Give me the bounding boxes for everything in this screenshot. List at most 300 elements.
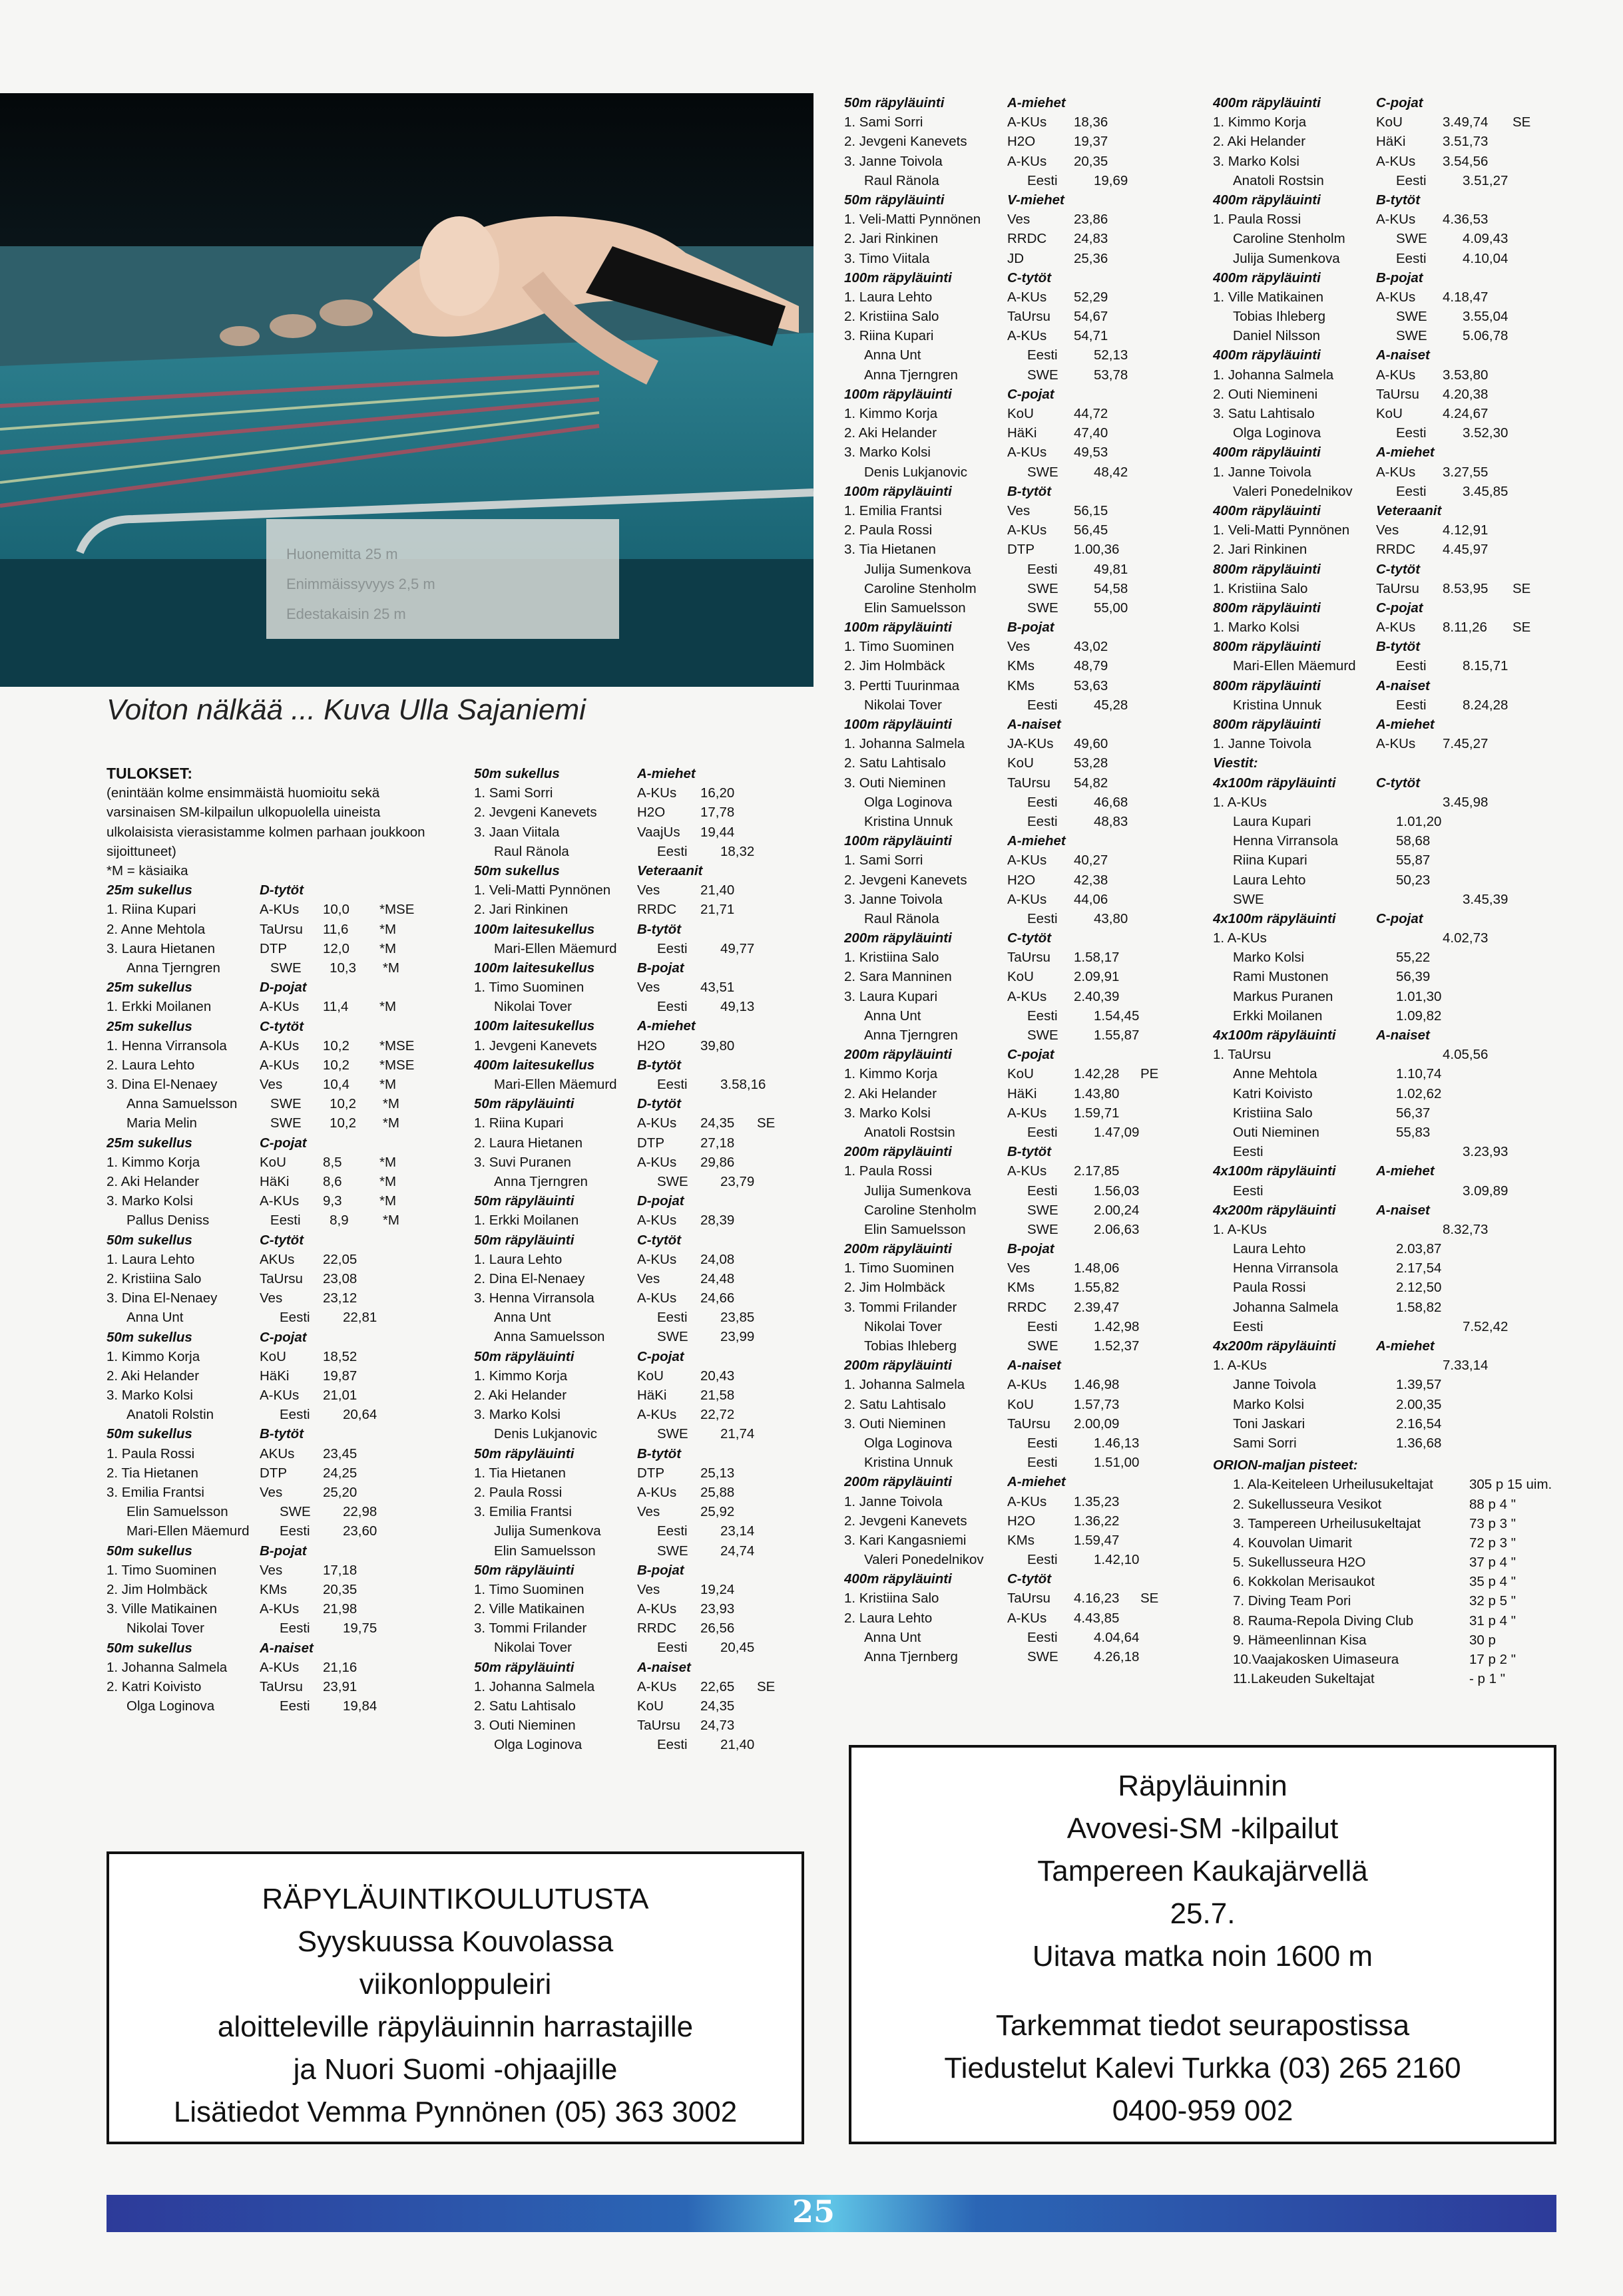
competitor: 1. Riina Kupari — [107, 902, 196, 918]
club: Ves — [260, 1485, 283, 1501]
event-class: B-pojat — [637, 1562, 684, 1578]
result-time: 25,88 — [700, 1484, 735, 1500]
event-name: 50m sukellus — [474, 862, 560, 878]
event-name: 800m räpyläuinti — [1213, 639, 1321, 655]
event-header — [474, 1231, 807, 1250]
competitor: 1. TaUrsu — [1213, 1047, 1272, 1063]
record-mark: SE — [757, 1115, 776, 1131]
club: Eesti — [657, 1523, 688, 1539]
result-time: 8.32,73 — [1443, 1221, 1489, 1237]
club: KoU — [637, 1698, 664, 1714]
result-row — [1213, 1239, 1559, 1258]
result-time: 7.33,14 — [1443, 1358, 1489, 1374]
result-time: 21,74 — [720, 1426, 755, 1442]
result-time: 19,75 — [343, 1621, 377, 1636]
result-row — [474, 783, 807, 803]
club: A-KUs — [637, 1251, 677, 1267]
result-time: 4.12,91 — [1443, 522, 1489, 538]
result-time: 2.00,24 — [1094, 1202, 1140, 1218]
event-class: C-tytöt — [1007, 930, 1052, 946]
result-time: 49,60 — [1074, 736, 1108, 752]
club: 2.12,50 — [1396, 1280, 1442, 1296]
club: Eesti — [280, 1310, 310, 1326]
competitor: Valeri Ponedelnikov — [864, 1552, 984, 1568]
result-row — [474, 1424, 807, 1443]
result-row — [1213, 1123, 1559, 1142]
ad-line: Tampereen Kaukajärvellä — [1037, 1855, 1368, 1887]
event-name: 200m räpyläuinti — [844, 1358, 952, 1374]
club: A-KUs — [1007, 853, 1047, 868]
orion-club: 5. Sukellusseura H2O — [1233, 1555, 1366, 1571]
competitor: 3. Suvi Puranen — [474, 1154, 571, 1170]
result-time: 4.36,53 — [1443, 212, 1489, 228]
competitor: Anna Tjerngren — [864, 1028, 958, 1043]
result-time: 12,0 — [323, 940, 349, 956]
result-time: 2.17,85 — [1074, 1163, 1120, 1179]
result-row — [107, 1405, 433, 1424]
orion-points: 30 p — [1469, 1632, 1496, 1648]
competitor: Anatoli Rostsin — [1233, 172, 1324, 188]
result-time: 2.00,09 — [1074, 1416, 1120, 1432]
club: SWE — [1396, 309, 1427, 325]
club: Eesti — [1396, 172, 1427, 188]
result-row — [107, 1153, 433, 1172]
result-time: 4.09,43 — [1463, 231, 1508, 247]
club: Ves — [637, 882, 660, 898]
competitor: 1. Kimmo Korja — [107, 1154, 200, 1170]
orion-club: 11.Lakeuden Sukeltajat — [1233, 1671, 1375, 1687]
result-time — [1463, 1395, 1532, 1414]
competitor: 1. Timo Suominen — [844, 639, 955, 655]
club: 56,37 — [1396, 1105, 1431, 1121]
result-row — [844, 443, 1190, 462]
club: A-KUs — [1376, 289, 1416, 305]
result-row — [1213, 463, 1559, 482]
record-mark: SE — [757, 1678, 776, 1694]
orion-club: 9. Hämeenlinnan Kisa — [1233, 1632, 1367, 1648]
event-class: C-tytöt — [260, 1018, 304, 1034]
event-class: A-naiset — [260, 1640, 314, 1656]
competitor: 2. Paula Rossi — [844, 522, 933, 538]
club: A-KUs — [1007, 1493, 1047, 1509]
competitor: 1. Henna Virransola — [107, 1038, 227, 1053]
orion-title: ORION-maljan pisteet: — [1213, 1457, 1358, 1473]
result-row — [1213, 831, 1559, 851]
competitor: 1. Janne Toivola — [844, 1493, 943, 1509]
event-header — [474, 1658, 807, 1677]
event-class: D-tytöt — [637, 1096, 682, 1112]
result-time: 3.45,39 — [1463, 891, 1508, 907]
result-row — [844, 753, 1190, 773]
result-row — [107, 1366, 433, 1386]
result-row — [1213, 152, 1559, 171]
result-time: 8.24,28 — [1463, 697, 1508, 713]
club: TaUrsu — [260, 1678, 303, 1694]
result-row — [107, 1288, 433, 1308]
intro-line: sijoittuneet) — [107, 843, 176, 859]
competitor: 1. Veli-Matti Pynnönen — [474, 882, 611, 898]
result-time: 25,36 — [1074, 250, 1108, 266]
club: A-KUs — [1007, 1163, 1047, 1179]
event-name: 50m räpyläuinti — [474, 1193, 575, 1209]
competitor: 3. Tommi Frilander — [844, 1299, 957, 1315]
club: RRDC — [1007, 231, 1047, 247]
competitor: 1. Johanna Salmela — [844, 1377, 965, 1393]
result-time: 1.46,13 — [1094, 1435, 1140, 1451]
club: JA-KUs — [1007, 736, 1054, 752]
result-time — [1463, 967, 1532, 986]
event-name: 200m räpyläuinti — [844, 1241, 952, 1257]
result-time: 1.35,23 — [1074, 1493, 1120, 1509]
result-row — [107, 1502, 433, 1521]
event-name: 4x100m räpyläuinti — [1213, 1163, 1336, 1179]
event-class: D-pojat — [637, 1193, 684, 1209]
result-time: 25,13 — [700, 1465, 735, 1481]
result-time: 1.43,80 — [1074, 1085, 1120, 1101]
club: KoU — [1376, 114, 1403, 130]
competitor: 3. Outi Nieminen — [844, 775, 946, 791]
result-row — [474, 1288, 807, 1308]
sign-line-1: Huonemitta 25 m — [286, 546, 398, 562]
result-time: 1.51,00 — [1094, 1455, 1140, 1471]
result-row — [474, 1113, 807, 1133]
result-row — [1213, 1317, 1559, 1336]
result-row — [844, 1064, 1190, 1083]
result-row — [107, 1444, 433, 1463]
club: A-KUs — [260, 902, 300, 918]
competitor: 3. Dina El-Nenaey — [107, 1290, 218, 1306]
event-header — [844, 1356, 1190, 1375]
competitor: Mari-Ellen Mäemurd — [126, 1523, 250, 1539]
club: 1.01,30 — [1396, 988, 1442, 1004]
competitor: Kristina Unnuk — [864, 1455, 953, 1471]
result-row — [1213, 1142, 1559, 1161]
event-class: C-pojat — [260, 1329, 307, 1345]
competitor: 1. Jevgeni Kanevets — [474, 1038, 597, 1053]
result-row — [844, 812, 1190, 831]
result-row — [107, 1696, 433, 1716]
competitor: Anna Unt — [864, 347, 921, 363]
photo-caption: Voiton nälkää ... Kuva Ulla Sajaniemi — [107, 693, 586, 726]
competitor: Elin Samuelsson — [494, 1543, 596, 1559]
club: SWE — [1027, 1649, 1058, 1664]
club: KoU — [1007, 1396, 1034, 1412]
event-class: A-naiset — [1376, 1028, 1430, 1043]
result-time — [1463, 948, 1532, 967]
result-row — [107, 958, 433, 978]
result-time: 4.20,38 — [1443, 386, 1489, 402]
result-time: 2.09,91 — [1074, 969, 1120, 985]
result-time: 22,72 — [700, 1407, 735, 1423]
result-row — [474, 1716, 807, 1735]
event-class: C-pojat — [1376, 600, 1423, 616]
result-row — [844, 967, 1190, 986]
competitor: Anna Tjerngren — [126, 960, 220, 976]
result-time: 2.06,63 — [1094, 1221, 1140, 1237]
competitor: Denis Lukjanovic — [494, 1426, 597, 1442]
result-time: 3.58,16 — [720, 1077, 766, 1092]
result-time: 46,68 — [1094, 794, 1128, 810]
club: TaUrsu — [1007, 309, 1050, 325]
result-row — [107, 900, 433, 919]
orion-row — [1213, 1669, 1559, 1688]
event-class: B-pojat — [260, 1543, 307, 1559]
event-class: A-miehet — [637, 1018, 696, 1034]
club: A-KUs — [1007, 1377, 1047, 1393]
event-class: A-naiset — [1376, 677, 1430, 693]
club: A-KUs — [1007, 153, 1047, 169]
competitor: 1. Janne Toivola — [1213, 464, 1311, 480]
result-row — [844, 656, 1190, 675]
club: TaUrsu — [260, 921, 303, 937]
result-row — [107, 1036, 433, 1055]
result-time: 43,51 — [700, 980, 735, 996]
club: Eesti — [657, 1640, 688, 1656]
result-row — [1213, 948, 1559, 967]
result-row — [844, 948, 1190, 967]
club: KoU — [260, 1348, 286, 1364]
result-row — [1213, 423, 1559, 443]
competitor: Laura Lehto — [1233, 1241, 1306, 1257]
result-time: 43,02 — [1074, 639, 1108, 655]
result-row — [474, 1619, 807, 1638]
result-row — [1213, 851, 1559, 870]
result-row — [844, 890, 1190, 909]
competitor: Sami Sorri — [1233, 1435, 1297, 1451]
event-name: 400m räpyläuinti — [1213, 95, 1321, 110]
result-row — [844, 909, 1190, 928]
result-row — [1213, 1220, 1559, 1239]
result-row — [844, 560, 1190, 579]
event-header — [1213, 1026, 1559, 1045]
club: RRDC — [637, 902, 677, 918]
competitor: SWE — [1233, 891, 1264, 907]
result-row — [1213, 1064, 1559, 1083]
result-row — [844, 793, 1190, 812]
orion-points: 73 p 3 " — [1469, 1515, 1516, 1531]
club: TaUrsu — [260, 1270, 303, 1286]
event-name: 4x100m räpyläuinti — [1213, 910, 1336, 926]
event-class: B-tytöt — [260, 1426, 304, 1442]
club: 2.16,54 — [1396, 1416, 1442, 1432]
result-row — [1213, 618, 1559, 637]
competitor: 2. Ville Matikainen — [474, 1601, 584, 1617]
results-intro — [107, 764, 433, 880]
result-row — [474, 1638, 807, 1657]
orion-row — [1213, 1650, 1559, 1669]
club: 1.39,57 — [1396, 1377, 1442, 1393]
club: 1.36,68 — [1396, 1435, 1442, 1451]
competitor: 2. Jari Rinkinen — [1213, 542, 1307, 558]
result-time: 21,40 — [720, 1737, 755, 1753]
result-time — [1463, 1006, 1532, 1026]
competitor: Daniel Nilsson — [1233, 328, 1321, 344]
event-header — [844, 1239, 1190, 1258]
orion-row — [1213, 1495, 1559, 1514]
result-row — [844, 1511, 1190, 1531]
result-time: 22,05 — [323, 1251, 357, 1267]
competitor: 2. Jim Holmbäck — [844, 1280, 945, 1296]
club — [1376, 928, 1443, 948]
result-time: 25,92 — [700, 1504, 735, 1520]
club: H2O — [637, 805, 666, 821]
club: KoU — [1007, 1066, 1034, 1082]
event-class: B-tytöt — [1376, 639, 1421, 655]
record-mark: *M — [379, 1154, 397, 1170]
competitor: Olga Loginova — [864, 1435, 953, 1451]
result-time: 48,83 — [1094, 813, 1128, 829]
club: A-KUs — [637, 1601, 677, 1617]
result-time — [1463, 1064, 1532, 1083]
record-mark: *MSE — [379, 1057, 415, 1073]
competitor: 3. Marko Kolsi — [844, 1105, 931, 1121]
result-row — [474, 900, 807, 919]
club: 55,22 — [1396, 950, 1431, 966]
orion-points: 88 p 4 " — [1469, 1496, 1516, 1512]
ad-line — [851, 1978, 1554, 2005]
club — [1396, 1181, 1463, 1201]
event-name: 200m räpyläuinti — [844, 1474, 952, 1490]
result-time: 21,40 — [700, 882, 735, 898]
event-class: D-pojat — [260, 980, 307, 996]
competitor: Riina Kupari — [1233, 853, 1307, 868]
result-row — [474, 1211, 807, 1230]
result-row — [844, 501, 1190, 520]
result-time: 1.42,28 — [1074, 1066, 1120, 1082]
result-time: 24,83 — [1074, 231, 1108, 247]
result-row — [474, 1541, 807, 1561]
club: 1.10,74 — [1396, 1066, 1442, 1082]
club: A-KUs — [637, 1290, 677, 1306]
result-time: 9,3 — [323, 1193, 342, 1209]
competitor: Toni Jaskari — [1233, 1416, 1305, 1432]
club: TaUrsu — [1007, 1591, 1050, 1607]
result-row — [1213, 734, 1559, 753]
event-class: B-tytöt — [1007, 1144, 1052, 1160]
orion-club: 2. Sukellusseura Vesikot — [1233, 1496, 1382, 1512]
result-row — [1213, 326, 1559, 345]
event-name: 50m sukellus — [107, 1543, 192, 1559]
event-header — [107, 880, 433, 900]
ad-line: Lisätiedot Vemma Pynnönen (05) 363 3002 — [173, 2096, 738, 2128]
club: TaUrsu — [1007, 775, 1050, 791]
result-row — [474, 1677, 807, 1696]
result-time — [1463, 1298, 1532, 1317]
club: Eesti — [1396, 425, 1427, 441]
result-time — [1463, 1278, 1532, 1297]
event-name: 800m räpyläuinti — [1213, 717, 1321, 732]
result-row — [844, 1278, 1190, 1297]
event-name: 400m räpyläuinti — [1213, 502, 1321, 518]
event-class: B-pojat — [637, 960, 684, 976]
orion-club: 8. Rauma-Repola Diving Club — [1233, 1613, 1414, 1628]
competitor: Mari-Ellen Mäemurd — [1233, 658, 1356, 674]
result-time: 10,4 — [323, 1077, 349, 1093]
competitor: 3. Marko Kolsi — [844, 445, 931, 461]
result-time: 17,78 — [700, 805, 735, 821]
event-class: A-naiset — [1007, 717, 1061, 732]
result-time — [1463, 987, 1532, 1006]
pool-start-illustration — [0, 93, 813, 687]
club: HäKi — [260, 1368, 290, 1384]
competitor: Markus Puranen — [1233, 988, 1333, 1004]
ad-line: RÄPYLÄUINTIKOULUTUSTA — [262, 1883, 649, 1915]
event-name: 800m räpyläuinti — [1213, 561, 1321, 577]
club: SWE — [1027, 580, 1058, 596]
competitor: 1. Ville Matikainen — [1213, 289, 1323, 305]
result-row — [844, 1201, 1190, 1220]
result-row — [107, 1619, 433, 1638]
event-class: A-miehet — [1007, 833, 1066, 849]
result-row — [107, 997, 433, 1016]
club: A-KUs — [637, 1213, 677, 1229]
club: Eesti — [1396, 658, 1427, 674]
competitor: 1. Timo Suominen — [474, 1581, 584, 1597]
club: Eesti — [1396, 250, 1427, 266]
result-row — [844, 1084, 1190, 1103]
club — [1396, 1317, 1463, 1336]
event-header — [844, 618, 1190, 637]
result-time: 47,40 — [1074, 425, 1108, 441]
result-time: 1.42,10 — [1094, 1552, 1140, 1568]
competitor: 3. Laura Hietanen — [107, 940, 215, 956]
competitor: Julija Sumenkova — [864, 1183, 971, 1199]
result-row — [1213, 793, 1559, 812]
competitor: 3. Outi Nieminen — [844, 1416, 946, 1432]
event-header — [1213, 753, 1559, 773]
club: Eesti — [1027, 1183, 1058, 1199]
competitor: Henna Virransola — [1233, 833, 1339, 849]
club: SWE — [280, 1504, 311, 1520]
club: VaajUs — [637, 824, 680, 840]
event-name: 50m räpyläuinti — [844, 192, 945, 208]
competitor: Anne Mehtola — [1233, 1066, 1317, 1082]
club: 50,23 — [1396, 872, 1431, 888]
event-class — [1376, 753, 1512, 773]
result-row — [1213, 1103, 1559, 1123]
ad-line: ja Nuori Suomi -ohjaajille — [293, 2053, 618, 2086]
competitor: 3. Ville Matikainen — [107, 1601, 217, 1617]
result-time: 52,29 — [1074, 289, 1108, 305]
result-time: 54,71 — [1074, 328, 1108, 344]
result-time: 24,48 — [700, 1270, 735, 1286]
result-row — [1213, 365, 1559, 385]
result-time: 3.53,80 — [1443, 367, 1489, 383]
club: HäKi — [1376, 134, 1406, 150]
event-header — [844, 268, 1190, 287]
event-name: 400m räpyläuinti — [1213, 192, 1321, 208]
club: RRDC — [637, 1621, 677, 1636]
result-row — [107, 1463, 433, 1483]
event-header — [1213, 773, 1559, 793]
result-time: 1.57,73 — [1074, 1396, 1120, 1412]
club: Eesti — [657, 1077, 688, 1092]
event-class: B-pojat — [1007, 1241, 1054, 1257]
result-row — [474, 978, 807, 997]
event-name: 200m räpyläuinti — [844, 930, 952, 946]
club: Eesti — [1027, 1435, 1058, 1451]
event-name: 50m räpyläuinti — [844, 95, 945, 110]
result-time — [1463, 831, 1532, 851]
event-header — [107, 1541, 433, 1561]
club: SWE — [1027, 464, 1058, 480]
event-header — [844, 715, 1190, 734]
competitor: 1. Paula Rossi — [107, 1445, 195, 1461]
event-name: 100m räpyläuinti — [844, 483, 952, 499]
result-row — [1213, 1434, 1559, 1453]
result-time: 27,18 — [700, 1135, 735, 1151]
result-time: 40,27 — [1074, 853, 1108, 868]
